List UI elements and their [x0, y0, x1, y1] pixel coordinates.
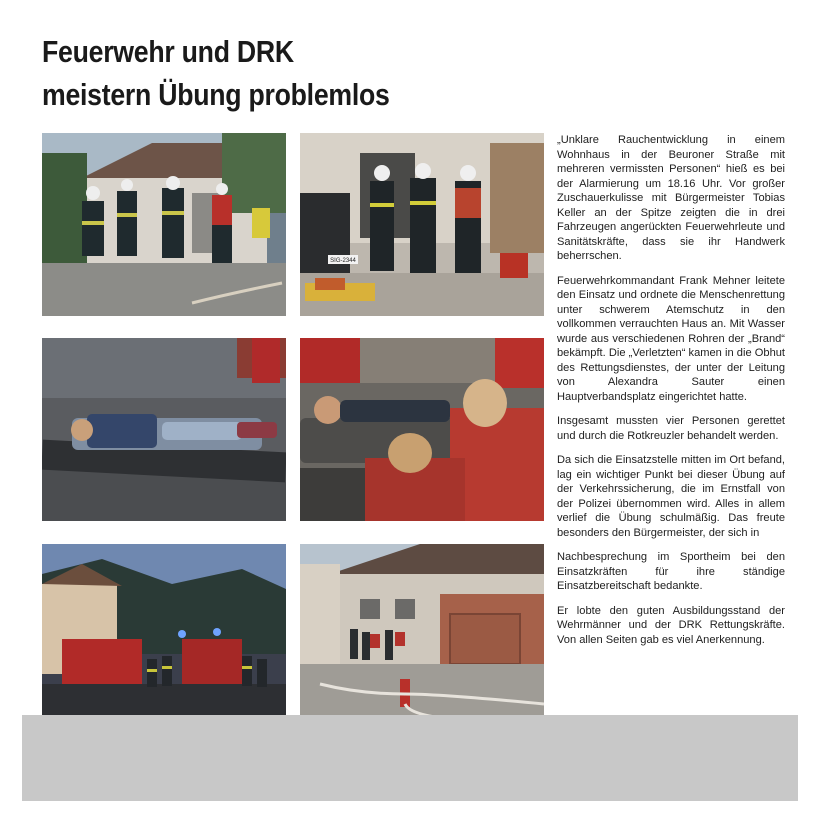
photo-firefighters-at-garage-image — [300, 133, 544, 316]
article-headline — [42, 30, 390, 116]
photo-firefighters-at-garage — [300, 133, 544, 316]
footer-band — [22, 715, 798, 801]
article-paragraph: Feuerwehrkommandant Frank Mehner leitete den Einsatz und ordnete die Menschenrettung unter schwerem Atemschutz in den vollkommen verrauchten Haus an. Mit Wasser wurde aus verschiedenen Rohren der „Brand“ bekämpft. Die „Verletzten“ kamen in die Obhut des Rettungsdienstes, der unter der Leitung von Alexandra Sauter einen Hauptverbandsplatz eingerichtet hatte. — [557, 274, 785, 403]
photo-paramedics-treating — [300, 338, 544, 521]
photo-street-hose-image — [300, 544, 544, 724]
photo-injured-on-stretcher-image — [42, 338, 286, 521]
photo-street-hose — [300, 544, 544, 724]
photo-fire-trucks-dusk — [42, 544, 286, 724]
article-paragraph: „Unklare Rauchentwicklung in einem Wohnhaus in der Beuroner Straße mit mehreren vermissten Personen“ hieß es bei der Alarmierung um 18.16 Uhr. Vor großer Zuschauerkulisse mit Bürgermeister Tobias Keller an der Spitze zeigten die in drei Fahrzeugen angerückten Feuerwehrleute und Sanitätskräfte, dass sie ihr Handwerk beherrschen. — [557, 134, 785, 262]
photo-firefighters-at-house-image — [42, 133, 286, 316]
article-body — [557, 133, 785, 657]
article-paragraph: Insgesamt mussten vier Personen gerettet und durch die Rotkreuzler behandelt werden. — [557, 415, 785, 442]
article-paragraph: Da sich die Einsatzstelle mitten im Ort befand, lag ein wichtiger Punkt bei dieser Übung auf der Verkehrssicherung, die im Ernstfall von der Polizei übernommen wird. Alles in allem verlief die Übung schulmäßig. Das freute besonders den Bürgermeister, der sich in — [557, 454, 785, 539]
article-paragraph: Er lobte den guten Ausbildungsstand der Wehrmänner und der DRK Rettungskräfte. Von allen Seiten gab es viel Anerkennung. — [557, 604, 785, 646]
photo-paramedics-treating-image — [300, 338, 544, 521]
photo-injured-on-stretcher — [42, 338, 286, 521]
headline-line-2: meistern Übung problemlos — [42, 77, 390, 112]
photo-fire-trucks-dusk-image — [42, 544, 286, 724]
article-paragraph: Nachbesprechung im Sportheim bei den Einsatzkräften für ihre ständige Einsatzbereitschaft bedankte. — [557, 551, 785, 592]
photo-firefighters-at-house — [42, 133, 286, 316]
license-plate-text: SIG-2344 — [330, 258, 356, 264]
headline-line-1: Feuerwehr und DRK — [42, 34, 294, 69]
